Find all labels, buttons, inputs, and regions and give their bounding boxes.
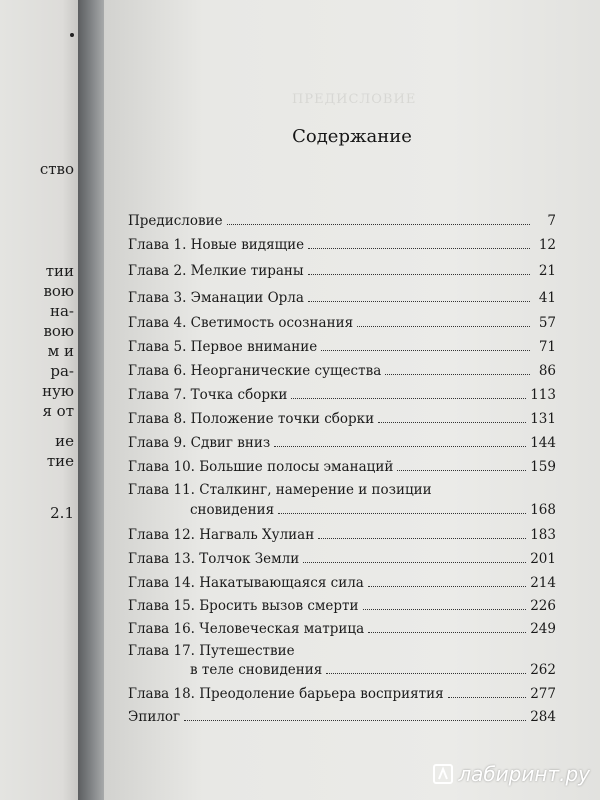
toc-entry-page: 21 (538, 263, 556, 279)
leader-dots (397, 459, 526, 471)
book-gutter (78, 0, 104, 800)
labirint-logo-icon (433, 764, 453, 784)
left-text-fragment: ную (42, 382, 74, 400)
leader-dots (184, 709, 526, 721)
toc-entry-label: Глава 13. Толчок Земли (128, 551, 300, 567)
toc-entry-page: 262 (530, 662, 556, 678)
left-text-fragment: вою (43, 282, 74, 300)
left-text-fragment: на- (49, 302, 74, 320)
toc-entry (128, 459, 556, 479)
leader-dots (378, 411, 526, 423)
leader-dots (308, 263, 530, 275)
leader-dots (278, 502, 526, 514)
leader-dots (363, 598, 527, 610)
toc-entry-page: 144 (530, 435, 556, 451)
left-text-fragment: вою (43, 322, 74, 340)
toc-entry-label: Глава 6. Неорганические существа (128, 363, 382, 379)
toc-entry-label: Глава 15. Бросить вызов смерти (128, 598, 359, 614)
toc-entry-label: Глава 7. Точка сборки (128, 387, 288, 403)
toc-entry-label: Глава 2. Мелкие тираны (128, 263, 304, 279)
toc-entry (128, 290, 556, 310)
left-text-fragment: ство (39, 160, 74, 178)
toc-entry-label: Предисловие (128, 213, 223, 229)
toc-entry-label: Глава 12. Нагваль Хулиан (128, 527, 315, 543)
toc-entry-page: 249 (530, 621, 556, 637)
left-text-fragment: м и (47, 342, 74, 360)
toc-entry (128, 482, 556, 502)
watermark-text: лабиринт.ру (458, 762, 590, 786)
toc-entry (128, 237, 556, 257)
toc-entry-page: 183 (530, 527, 556, 543)
toc-entry (128, 551, 556, 571)
leader-dots (318, 527, 526, 539)
site-watermark (433, 762, 590, 786)
toc-entry (128, 575, 556, 595)
toc-entry-page: 226 (530, 598, 556, 614)
leader-dots (308, 237, 530, 249)
left-text-fragment: тие (46, 452, 74, 470)
toc-entry-label: Глава 14. Накатывающаяся сила (128, 575, 364, 591)
toc-entry-label: Глава 5. Первое внимание (128, 339, 318, 355)
leader-dots (326, 662, 526, 674)
leader-dots (303, 551, 526, 563)
leader-dots (274, 435, 526, 447)
toc-entry (128, 621, 556, 641)
leader-dots (368, 575, 526, 587)
toc-entry-label: Глава 4. Светимость осознания (128, 315, 354, 331)
toc-entry (128, 686, 556, 706)
leader-dots (357, 315, 530, 327)
toc-entry-page: 159 (530, 459, 556, 475)
toc-entry-label: Глава 16. Человеческая матрица (128, 621, 365, 637)
toc-entry (128, 709, 556, 729)
toc-entry-page: 277 (530, 686, 556, 702)
leader-dots (321, 339, 530, 351)
toc-entry-label: Глава 3. Эманации Орла (128, 290, 304, 306)
toc-entry (128, 315, 556, 335)
toc-entry (128, 213, 556, 233)
toc-entry (128, 339, 556, 359)
leader-dots (291, 387, 526, 399)
toc-entry-label: Глава 18. Преодоление барьера восприятия (128, 686, 444, 702)
left-text-fragment: 2.1 (50, 504, 74, 522)
toc-entry (128, 435, 556, 455)
toc-entry-page: 41 (538, 290, 556, 306)
toc-entry-label: Глава 11. Сталкинг, намерение и позиции (128, 482, 432, 498)
toc-entry-page: 86 (538, 363, 556, 379)
toc-entry-label: Глава 8. Положение точки сборки (128, 411, 375, 427)
toc-entry-page: 71 (538, 339, 556, 355)
toc-entry (128, 263, 556, 283)
left-text-fragment: я от (42, 402, 74, 420)
leader-dots (385, 363, 530, 375)
toc-entry-page: 284 (530, 709, 556, 725)
toc-entry (128, 643, 556, 663)
toc-entry (128, 363, 556, 383)
contents-title: Содержание (292, 126, 412, 147)
page-mark (70, 33, 74, 37)
toc-entry (128, 527, 556, 547)
right-page (104, 0, 600, 800)
toc-entry-label: Глава 17. Путешествие (128, 643, 295, 659)
toc-entry-page: 131 (530, 411, 556, 427)
left-text-fragment: ра- (50, 362, 74, 380)
toc-entry-page: 57 (538, 315, 556, 331)
toc-entry-continued (128, 502, 556, 522)
toc-entry-page: 7 (547, 213, 556, 229)
leader-dots (368, 621, 526, 633)
toc-entry (128, 387, 556, 407)
toc-entry-label: Эпилог (128, 709, 181, 725)
leader-dots (448, 686, 527, 698)
toc-entry-label: в теле сновидения (190, 662, 323, 678)
toc-entry-page: 201 (530, 551, 556, 567)
show-through-title: ПРЕДИСЛОВИЕ (292, 92, 417, 107)
leader-dots (227, 213, 530, 225)
left-text-fragment: ие (55, 432, 74, 450)
toc-entry (128, 598, 556, 618)
toc-entry (128, 411, 556, 431)
toc-entry-page: 168 (530, 502, 556, 518)
leader-dots (308, 290, 530, 302)
toc-entry-continued (128, 662, 556, 682)
toc-entry-label: сновидения (190, 502, 275, 518)
toc-entry-label: Глава 1. Новые видящие (128, 237, 305, 253)
left-text-fragment: тии (45, 262, 74, 280)
toc-entry-page: 214 (530, 575, 556, 591)
left-page (0, 0, 78, 800)
toc-entry-label: Глава 10. Большие полосы эманаций (128, 459, 394, 475)
toc-entry-page: 12 (538, 237, 556, 253)
toc-entry-page: 113 (530, 387, 556, 403)
toc-entry-label: Глава 9. Сдвиг вниз (128, 435, 271, 451)
